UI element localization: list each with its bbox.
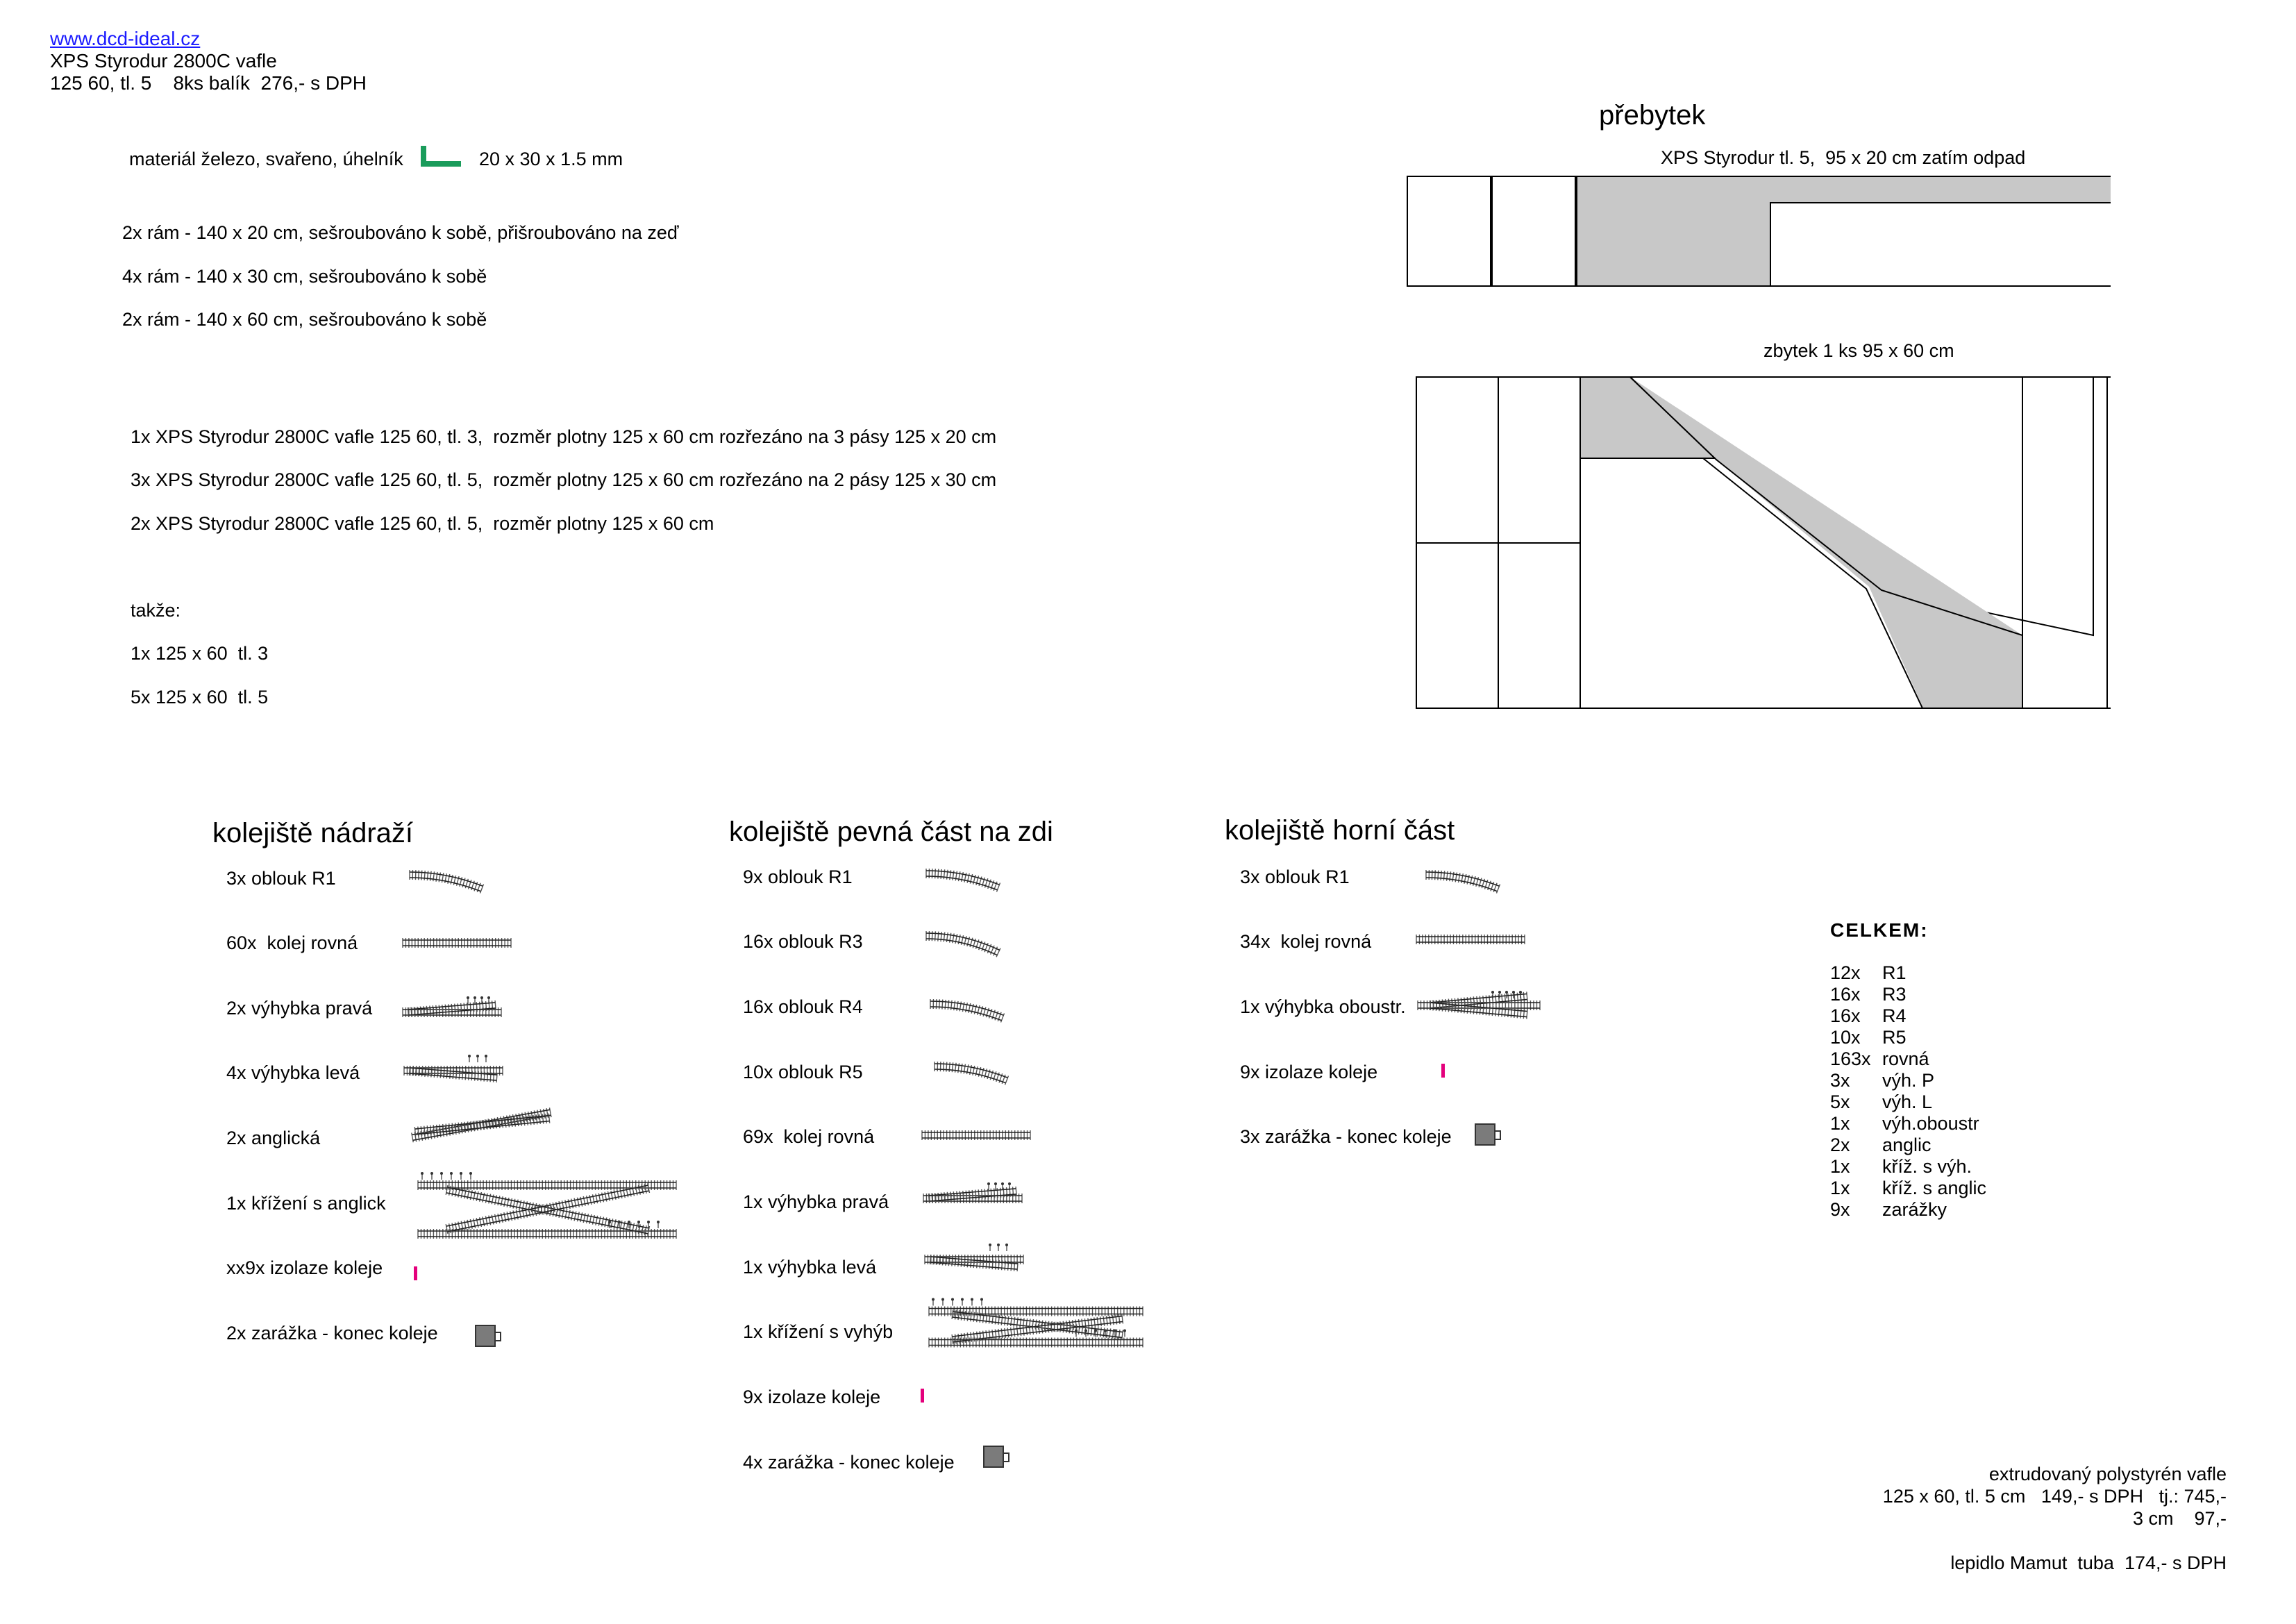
totals-name: výh.oboustr [1882,1113,1979,1134]
totals-qty: 1x [1830,1178,1850,1198]
totals-title: CELKEM: [1830,919,1929,941]
totals-qty: 10x [1830,1027,1861,1048]
nadrazi-item-5: 2x anglická [226,1128,321,1148]
curved-track-icon [925,930,1001,961]
totals-qty: 16x [1830,1005,1861,1026]
section-title-nadrazi: kolejiště nádraží [212,818,414,848]
styrodur-line-2: 3x XPS Styrodur 2800C vafle 125 60, tl. 5, rozměr plotny 125 x 60 cm rozřezáno na 2 pásy 125 x 30 cm [131,469,997,490]
straight-track-icon [401,935,512,951]
totals-name: R5 [1882,1027,1907,1048]
horni-item-2: 34x kolej rovná [1240,931,1372,952]
styrodur-line-1: 1x XPS Styrodur 2800C vafle 125 60, tl. 3, rozměr plotny 125 x 60 cm rozřezáno na 3 pásy 125 x 20 cm [131,426,997,447]
totals-name: kříž. s výh. [1882,1156,1972,1177]
header-product: XPS Styrodur 2800C vafle [50,50,277,72]
totals-row [1830,1156,1986,1178]
horni-item-5: 3x zarážka - konec koleje [1240,1126,1452,1147]
totals-qty: 12x [1830,962,1861,983]
buffer-stop-icon [1475,1123,1495,1146]
totals-row [1830,1113,1986,1135]
surplus-title: přebytek [1599,100,1706,131]
turnout-icon [403,1054,504,1085]
totals-row [1830,1027,1986,1048]
english-switch-icon [410,1103,555,1151]
surplus-caption-1: XPS Styrodur tl. 5, 95 x 20 cm zatím odpad [1661,147,2026,168]
turnout-icon [923,1243,1025,1273]
takze-item-2: 5x 125 x 60 tl. 5 [131,687,269,708]
horni-item-3: 1x výhybka oboustr. [1240,996,1406,1017]
l-angle-icon [421,146,461,167]
pevna-item-4: 10x oblouk R5 [743,1062,863,1082]
pevna-item-5: 69x kolej rovná [743,1126,875,1147]
horni-item-1: 3x oblouk R1 [1240,867,1350,887]
material-label: materiál železo, svařeno, úhelník [129,149,403,169]
totals-qty: 1x [1830,1156,1850,1177]
rail-isolator-icon [1441,1064,1445,1078]
totals-name: R3 [1882,984,1907,1005]
nadrazi-item-2: 60x kolej rovná [226,932,358,953]
price-line-1: extrudovaný polystyrén vafle [1988,1464,2227,1484]
nadrazi-item-7: xx9x izolaze koleje [226,1257,383,1278]
totals-name: zarážky [1882,1199,1947,1220]
crossing-icon [415,1161,679,1258]
totals-row [1830,1091,1986,1113]
section-title-pevna: kolejiště pevná část na zdi [729,817,1053,847]
nadrazi-item-4: 4x výhybka levá [226,1062,360,1083]
curved-track-icon [933,1061,1009,1089]
totals-name: rovná [1882,1048,1929,1069]
turnout-icon [401,994,503,1025]
nadrazi-item-6: 1x křížení s anglick [226,1193,386,1214]
pevna-item-9: 9x izolaze koleje [743,1387,881,1407]
curved-track-icon [1425,869,1501,897]
totals-qty: 1x [1830,1113,1850,1134]
totals-qty: 163x [1830,1048,1871,1069]
pevna-item-10: 4x zarážka - konec koleje [743,1452,955,1473]
totals-row [1830,1048,1986,1070]
totals-qty: 16x [1830,984,1861,1005]
totals-row [1830,1070,1986,1091]
nadrazi-item-3: 2x výhybka pravá [226,998,373,1019]
buffer-stop-icon [475,1325,496,1347]
totals-row [1830,1005,1986,1027]
totals-row [1830,962,1986,984]
takze-item-1: 1x 125 x 60 tl. 3 [131,643,269,664]
website-link[interactable]: www.dcd-ideal.cz [50,28,201,49]
nadrazi-item-8: 2x zarážka - konec koleje [226,1323,438,1343]
totals-name: anglic [1882,1135,1932,1155]
buffer-stop-icon [983,1446,1004,1468]
price-line-2: 125 x 60, tl. 5 cm 149,- s DPH tj.: 745,- [1882,1486,2227,1507]
totals-qty: 3x [1830,1070,1850,1091]
pevna-item-8: 1x křížení s vyhýb [743,1321,894,1342]
straight-track-icon [921,1128,1032,1143]
pevna-item-3: 16x oblouk R4 [743,996,863,1017]
totals-list [1830,962,1986,1221]
totals-name: výh. P [1882,1070,1935,1091]
frame-line-3: 2x rám - 140 x 60 cm, sešroubováno k sobě [122,309,487,330]
styrodur-line-3: 2x XPS Styrodur 2800C vafle 125 60, tl. 5, rozměr plotny 125 x 60 cm [131,513,714,534]
pevna-item-1: 9x oblouk R1 [743,867,853,887]
totals-row [1830,1178,1986,1199]
takze-label: takže: [131,600,181,621]
totals-qty: 5x [1830,1091,1850,1112]
totals-qty: 9x [1830,1199,1850,1220]
horni-item-4: 9x izolaze koleje [1240,1062,1378,1082]
pevna-item-7: 1x výhybka levá [743,1257,877,1278]
totals-row [1830,1135,1986,1156]
strip-diagram [1407,176,2111,286]
rail-isolator-icon [414,1266,417,1280]
straight-track-icon [1415,932,1526,947]
frame-line-1: 2x rám - 140 x 20 cm, sešroubováno k sobě, přišroubováno na zeď [122,222,679,243]
totals-row [1830,984,1986,1005]
price-line-3: 3 cm 97,- [2132,1508,2227,1529]
pevna-item-2: 16x oblouk R3 [743,931,863,952]
header-pack-price: 125 60, tl. 5 8ks balík 276,- s DPH [50,72,367,94]
rail-isolator-icon [921,1389,924,1403]
curved-track-icon [929,998,1005,1026]
curved-track-icon [925,868,1001,896]
board-diagram [1416,377,2111,708]
curved-track-icon [408,869,485,897]
crossing-icon [926,1296,1146,1358]
frame-line-2: 4x rám - 140 x 30 cm, sešroubováno k sobě [122,266,487,287]
turnout-icon [1416,985,1541,1026]
surplus-caption-2: zbytek 1 ks 95 x 60 cm [1763,340,1954,361]
totals-name: výh. L [1882,1091,1933,1112]
turnout-icon [922,1180,1023,1211]
nadrazi-item-1: 3x oblouk R1 [226,868,336,889]
material-dims: 20 x 30 x 1.5 mm [479,149,623,169]
totals-name: kříž. s anglic [1882,1178,1987,1198]
totals-name: R4 [1882,1005,1907,1026]
totals-qty: 2x [1830,1135,1850,1155]
totals-row [1830,1199,1986,1221]
totals-name: R1 [1882,962,1907,983]
section-title-horni: kolejiště horní část [1225,815,1455,846]
price-line-4: lepidlo Mamut tuba 174,- s DPH [1950,1552,2227,1573]
surplus-diagram [1402,174,2111,715]
pevna-item-6: 1x výhybka pravá [743,1191,889,1212]
